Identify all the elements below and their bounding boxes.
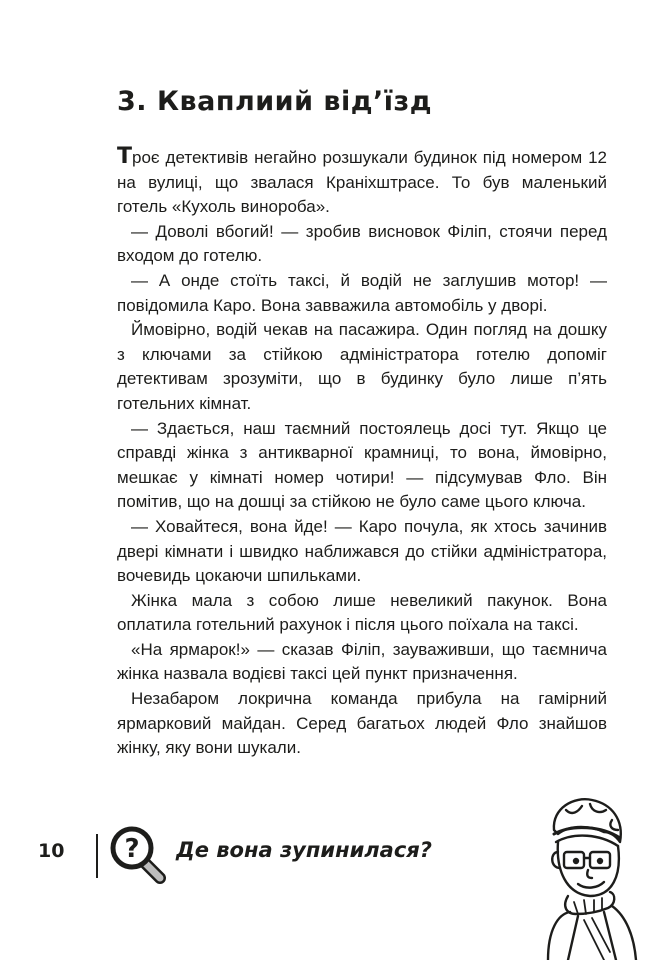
page-divider xyxy=(96,834,98,878)
svg-text:?: ? xyxy=(124,834,140,864)
paragraph: Незабаром локрична команда прибула на гамірний ярмарковий майдан. Серед багатьох людей Фло знайшов жінку, яку вони шукали. xyxy=(117,689,607,758)
paragraph: — Здається, наш таємний постоялець досі тут. Якщо це справді жінка з антикварної крамниці, то вона, ймовірно, мешкає у кімнаті номер чотири! — підсумував Фло. Він помітив, що на дошці за стійкою не було саме цього ключа. xyxy=(117,418,607,512)
page-number: 10 xyxy=(38,840,65,862)
footer-question: Де вона зупинилася? xyxy=(176,838,432,862)
paragraph-text: роє детективів негайно розшукали будинок під номером 12 на вулиці, що звалася Краніхштрасе. То був маленький готель «Кухоль винороба». xyxy=(117,148,607,217)
paragraph: Жінка мала з собою лише невеликий пакунок. Вона оплатила готельний рахунок і після цього поїхала на таксі. xyxy=(117,590,607,635)
paragraph: — А онде стоїть таксі, й водій не заглушив мотор! — повідомила Каро. Вона завважила автомобіль у дворі. xyxy=(117,270,607,315)
story-text xyxy=(117,146,607,761)
paragraph: — Ховайтеся, вона йде! — Каро почула, як хтось зачинив двері кімнати і швидко наближався до стійки адміністратора, вочевидь цокаючи шпильками. xyxy=(117,516,607,586)
paragraph xyxy=(117,146,607,220)
chapter-title: 3. Кваплиий від’їзд xyxy=(117,86,433,117)
page-footer xyxy=(38,818,638,958)
paragraph: «На ярмарок!» — сказав Філіп, зауваживши, що таємнича жінка назвала водієві таксі цей пункт призначення. xyxy=(117,639,607,684)
paragraph: Ймовірно, водій чекав на пасажира. Один погляд на дошку з ключами за стійкою адміністратора готелю допоміг детективам зрозуміти, що в будинку було лише п’ять готельних кімнат. xyxy=(117,320,607,413)
drop-cap: Т xyxy=(117,144,133,169)
magnifier-question-icon xyxy=(108,824,168,886)
detective-illustration xyxy=(508,790,658,960)
paragraph: — Доволі вбогий! — зробив висновок Філіп, стоячи перед входом до готелю. xyxy=(117,221,607,266)
